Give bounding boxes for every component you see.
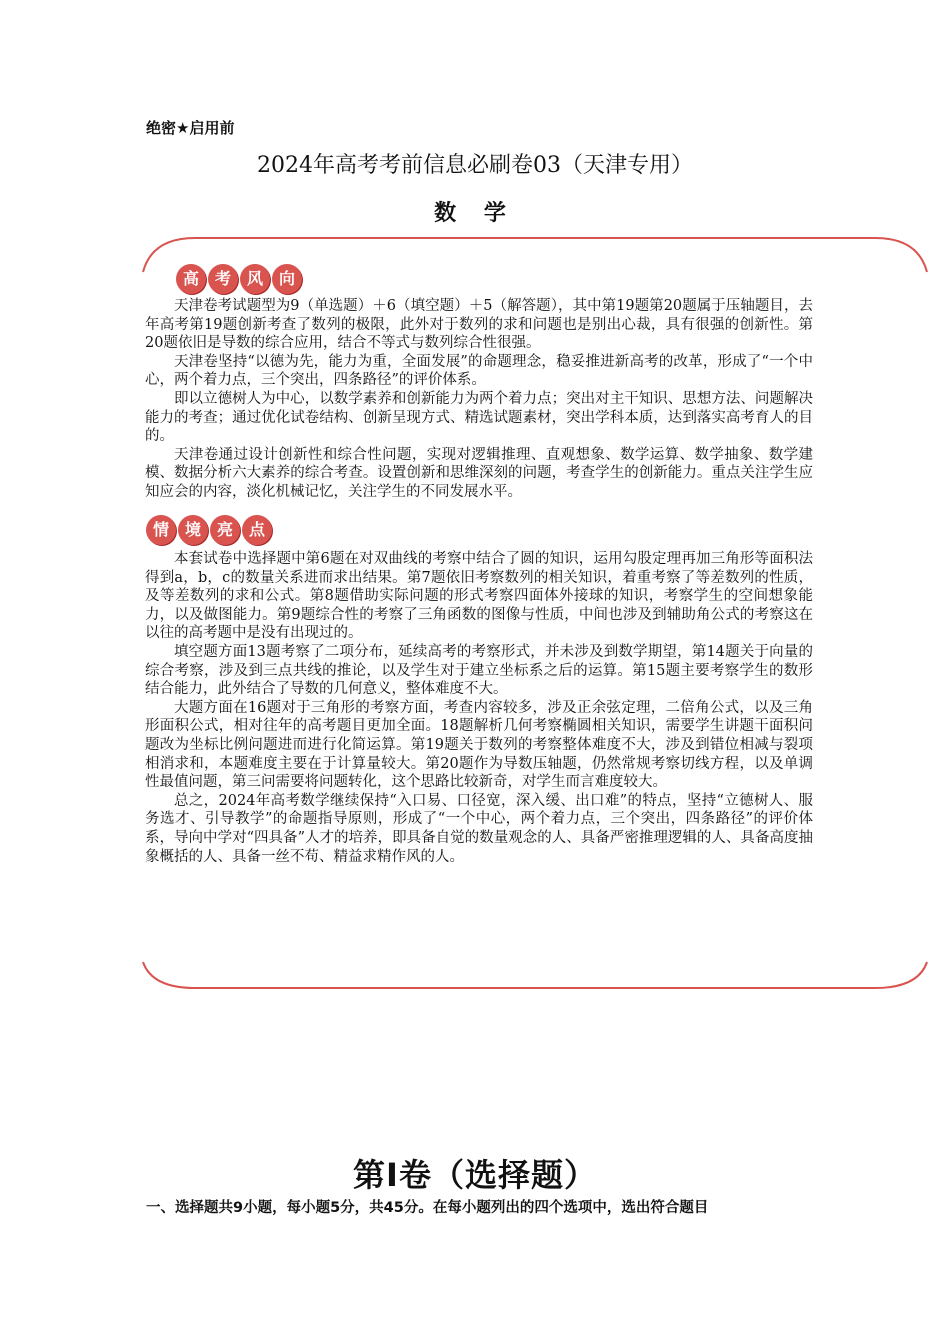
paragraph: 天津卷通过设计创新性和综合性问题，实现对逻辑推理、直观想象、数学运算、数学抽象、数学建模、数据分析六大素养的综合考查。设置创新和思维深刻的问题，考查学生的创新能力。重点关注学生应知应会的内容，淡化机械记忆，关注学生的不同发展水平。 — [145, 446, 813, 500]
paragraph: 大题方面在16题对于三角形的考察方面，考查内容较多，涉及正余弦定理，二倍角公式，以及三角形面积公式，相对往年的高考题目更加全面。18题解析几何考察椭圆相关知识，需要学生讲题干面积问题改为坐标比例问题进而进行化简运算。第19题关于数列的考察整体难度不大，涉及到错位相减与裂项相消求和，本题难度主要在于计算量较大。第20题作为导数压轴题，仍然常规考察切线方程，以及单调性最值问题，第三问需要将问题转化，这个思路比较新奇，对学生而言难度较大。 — [145, 699, 813, 791]
paragraph: 即以立德树人为中心，以数学素养和创新能力为两个着力点；突出对主干知识、思想方法、问题解决能力的考查；通过优化试卷结构、创新呈现方式、精选试题素材，突出学科本质，达到落实高考育人的目的。 — [145, 390, 813, 445]
paragraph: 天津卷考试题型为9（单选题）＋6（填空题）＋5（解答题），其中第19题第20题属于压轴题目，去年高考第19题创新考查了数列的极限，此外对于数列的求和问题也是别出心裁，具有很强的创新性。第20题依旧是导数的综合应用，结合不等式与数列综合性很强。 — [145, 298, 813, 352]
badge-char: 风 — [240, 264, 270, 294]
badge-char: 亮 — [210, 515, 240, 545]
badge-char: 点 — [242, 515, 272, 545]
section-instruction: 一、选择题共9小题，每小题5分，共45分。在每小题列出的四个选项中，选出符合题目 — [146, 1200, 709, 1216]
paragraph: 填空题方面13题考察了二项分布，延续高考的考察形式，并未涉及到数学期望，第14题关于向量的综合考察，涉及到三点共线的推论，以及学生对于建立坐标系之后的运算。第15题主要考察学生的数形结合能力，此外结合了导数的几何意义，整体难度不大。 — [145, 643, 813, 698]
badge-char: 情 — [146, 515, 176, 545]
paragraph: 总之，2024年高考数学继续保持“入口易、口径宽，深入缓、出口难”的特点，坚持“立德树人、服务选才、引导教学”的命题指导原则，形成了“一个中心，两个着力点，三个突出，四条路径”的评价体系，导向中学对“四具备”人才的培养，即具备自觉的数量观念的人、具备严密推理逻辑的人、具备高度抽象概括的人、具备一丝不苟、精益求精作风的人。 — [145, 792, 813, 865]
exam-title: 2024年高考考前信息必刷卷03（天津专用） — [257, 153, 693, 178]
badge-char: 境 — [178, 515, 208, 545]
badge-char: 高 — [176, 264, 206, 294]
highlight-badge — [146, 515, 272, 545]
frame-bottom-arc — [143, 962, 927, 988]
confidential-label: 绝密★启用前 — [146, 119, 235, 137]
highlight-section — [145, 550, 813, 866]
paragraph: 天津卷坚持“以德为先，能力为重，全面发展”的命题理念，稳妥推进新高考的改革，形成了“一个中心，两个着力点，三个突出，四条路径”的评价体系。 — [145, 353, 813, 389]
trend-badge — [176, 264, 302, 294]
paragraph: 本套试卷中选择题中第6题在对双曲线的考察中结合了圆的知识，运用勾股定理再加三角形等面积法得到a，b，c的数量关系进而求出结果。第7题依旧考察数列的相关知识，着重考察了等差数列的性质，及等差数列的求和公式。第8题借助实际问题的形式考察四面体外接球的知识，考察学生的空间想象能力，以及做图能力。第9题综合性的考察了三角函数的图像与性质，中间也涉及到辅助角公式的考察这在以往的高考题中是没有出现过的。 — [145, 551, 813, 642]
badge-char: 考 — [208, 264, 238, 294]
part-title: 第Ⅰ卷（选择题） — [353, 1156, 597, 1194]
trend-section — [145, 297, 813, 502]
subject-title: 数 学 — [434, 201, 516, 226]
badge-char: 向 — [272, 264, 302, 294]
